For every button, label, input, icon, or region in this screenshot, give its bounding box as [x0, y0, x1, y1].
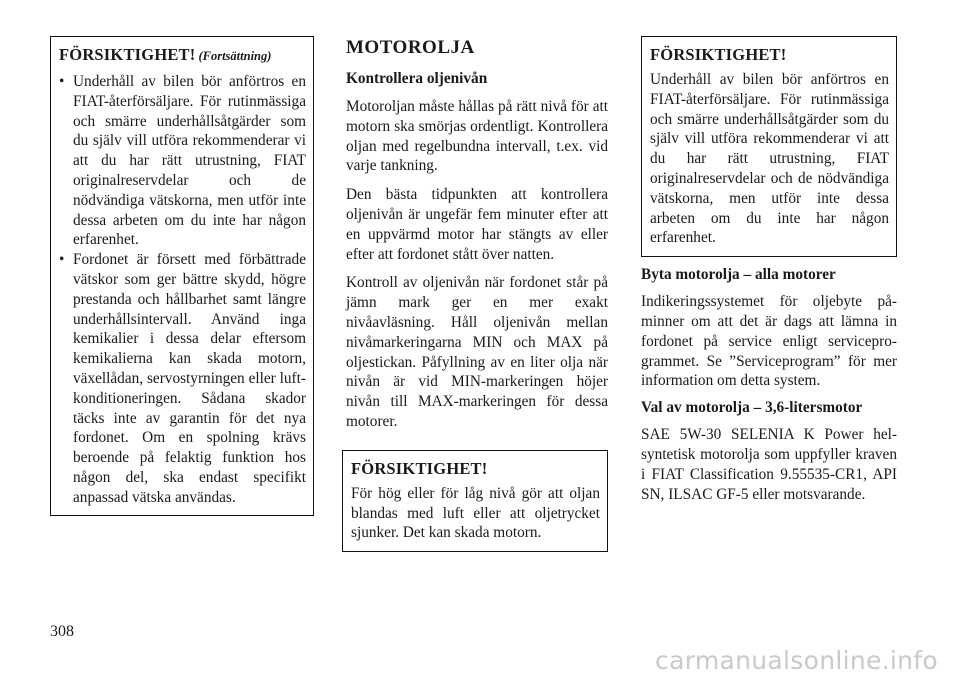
page-number: 308 [50, 623, 74, 640]
caution-title [59, 44, 306, 67]
caution-bullet-item [59, 72, 306, 250]
body-paragraph: Motoroljan måste hållas på rätt nivå för att motorn ska smörjas ordentligt. Kontrollera oljan med regelbundna intervall, t.ex. vid varje tankning. [346, 98, 608, 175]
watermark-text: carmanualsonline.info [655, 646, 938, 675]
caution-box-continued [50, 36, 314, 516]
caution-bullet-list [59, 72, 306, 508]
caution-box-maintenance [641, 36, 897, 257]
right-column [641, 36, 897, 511]
body-paragraph: Indikeringssystemet för oljebyte påminner om att det är dags att lämna in fordonet på service enligt serviceprogrammet. Se ”Serviceprogram” för mer information om detta system. [641, 293, 897, 390]
caution-text: Underhåll av bilen bör anförtros en FIAT-återförsäljare. För rutinmässiga och smärre underhållsåtgärder som du själv vill utföra rekommenderar vi att du har rätt utrustning, FIAT originalreservdelar och de nödvändiga vätskorna, men utför inte dessa arbeten om du inte har någon erfarenhet. [650, 71, 889, 247]
caution-text: För hög eller för låg nivå gör att oljan blandas med luft eller att oljetrycket sjunker. Det kan skada motorn. [351, 484, 600, 542]
subsection-heading: Byta motorolja – alla motorer [641, 266, 836, 284]
caution-title: FÖRSIKTIGHET! [351, 458, 488, 478]
caution-box-oil-level [342, 450, 608, 552]
body-paragraph: Kontroll av oljenivån när fordonet står på jämn mark ger en mer exakt nivåavläsning. Håll oljenivån mellan nivåmarkeringarna MIN och MAX på oljestickan. Påfyllning av en liter olja när nivån är vid MIN-markeringen höjer nivån till MAX-markeringen för dessa motorer. [346, 274, 608, 430]
subsection-heading: Val av motorolja – 3,6-litersmotor [641, 399, 863, 417]
bullet-icon: • [59, 251, 65, 269]
caution-title-text: FÖRSIKTIGHET! [59, 45, 196, 64]
bullet-icon: • [59, 73, 65, 90]
caution-bullet-item [59, 250, 306, 507]
body-paragraph: Den bästa tidpunkten att kontrollera oljenivån är ungefär fem minuter efter att en uppvärmd motor har stängts av eller efter att fordonet stått över natten. [346, 186, 608, 263]
middle-column [342, 36, 608, 552]
continued-label: (Fortsättning) [198, 49, 272, 63]
section-heading: MOTOROLJA [346, 37, 475, 58]
caution-bullet-text: Underhåll av bilen bör anförtros en FIAT-återförsäljare. För rutinmässiga och smärre underhållsåtgärder som du själv vill utföra rekommenderar vi att du har rätt utrustning, FIAT originalreservdelar och de nödvändiga vätskorna, men utför inte dessa arbeten om du inte har någon erfarenhet. [73, 73, 306, 249]
body-paragraph: SAE 5W-30 SELENIA K Power helsyntetisk motorolja som uppfyller kraven i FIAT Classification 9.55535-CR1, API SN, ILSAC GF-5 eller motsvarande. [641, 426, 897, 503]
caution-bullet-text: Fordonet är försett med förbättrade vätskor som ger bättre skydd, högre prestanda och hållbarhet samt längre underhållsintervall. Använd inga kemikalier i dessa delar eftersom kemikalierna kan skada motorn, växellådan, servostyrningen eller luftkonditioneringen. Sådana skador täcks inte av garantin för det nya fordonet. Om en spolning krävs beroende på felaktig funktion hos någon del, ska endast specifikt anpassad vätska användas. [73, 251, 306, 506]
left-column [50, 36, 314, 516]
oil-change-section [641, 265, 897, 504]
subsection-heading: Kontrollera oljenivån [346, 70, 488, 87]
caution-title: FÖRSIKTIGHET! [650, 45, 787, 64]
